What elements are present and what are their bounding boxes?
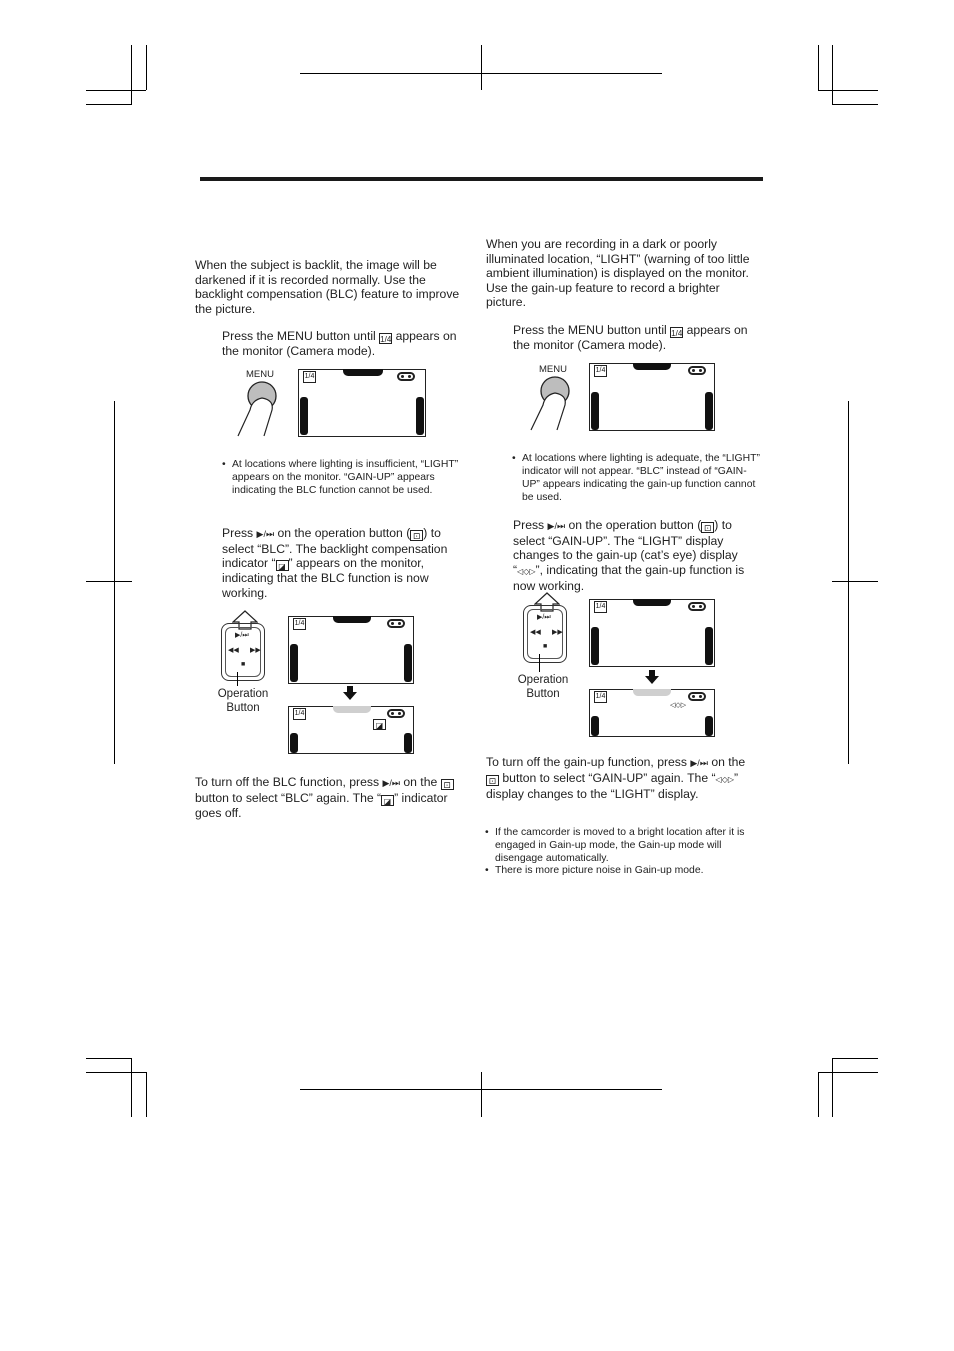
blc-intro: When the subject is backlit, the image will be darkened if it is recorded normally. Use the backlight compensation (BLC) feature to improve the picture. — [195, 258, 460, 316]
indicator-black — [343, 369, 383, 376]
battery-icon — [688, 366, 706, 375]
camera-mode-icon: 1/4 — [303, 371, 316, 383]
blc-note: • At locations where lighting is insufficient, “LIGHT” appears on the monitor. “GAIN-UP” appears indicating the BLC function cannot be used. — [222, 458, 462, 497]
callout-line — [539, 654, 540, 672]
indicator-black — [333, 616, 371, 623]
play-skip-icon: ▶/⏭ — [382, 778, 400, 788]
fast-forward-icon: ▶▶ — [250, 647, 261, 654]
monitor-display-3 — [589, 689, 715, 737]
blc-indicator-icon: ◪ — [373, 719, 386, 730]
operation-button-icon: ⚀ — [441, 779, 454, 790]
gainup-step2: Press ▶/⏭ on the operation button ( ⚀ ) to select “GAIN-UP”. The “LIGHT” display changes to the gain-up (cat’s eye) display “◁◇▷”, indicating that the gain-up function is now working. — [513, 518, 745, 594]
callout-line — [237, 672, 238, 686]
frame-edge-left — [591, 392, 599, 430]
play-skip-icon: ▶/⏭ — [547, 521, 566, 531]
menu-label: MENU — [539, 364, 567, 375]
frame-edge-left — [591, 627, 599, 665]
blc-indicator-icon: ◪ — [381, 795, 394, 806]
header-rule — [200, 177, 763, 181]
finger-press-icon — [230, 366, 290, 438]
play-skip-icon: ▶/⏭ — [256, 529, 275, 539]
frame-edge-right — [705, 392, 713, 430]
camera-mode-icon: 1/4 — [293, 618, 306, 630]
down-arrow-icon — [645, 670, 659, 684]
camera-mode-icon: 1/4 — [380, 335, 392, 344]
stop-icon: ■ — [241, 661, 246, 668]
play-skip-icon: ▶/⏭ — [537, 614, 551, 621]
frame-edge-left — [290, 644, 298, 682]
operation-button-icon: ⚀ — [701, 522, 714, 533]
camera-mode-icon: 1/4 — [594, 691, 607, 703]
frame-edge-right — [416, 397, 424, 435]
blc-step2: Press ▶/⏭ on the operation button ( ⚀ ) to select “BLC”. The backlight compensation indicator “ ◪ ” appears on the monitor, indicating that the BLC function is now working. — [222, 526, 448, 600]
finger-press-icon — [521, 360, 581, 432]
menu-button-illustration — [521, 360, 581, 432]
frame-edge-left — [300, 397, 308, 435]
indicator-black — [633, 363, 671, 370]
operation-button[interactable] — [523, 605, 567, 663]
monitor-display-3 — [288, 706, 414, 754]
rewind-icon: ◀◀ — [530, 629, 541, 636]
cats-eye-icon: ◁◇▷ — [715, 774, 735, 784]
gainup-off: To turn off the gain-up function, press ▶/⏭ on the ⚀ button to select “GAIN-UP” again. The “◁◇▷” display changes to the “LIGHT” display. — [486, 755, 746, 802]
play-skip-icon: ▶/⏭ — [690, 758, 708, 768]
rewind-icon: ◀◀ — [228, 647, 239, 654]
gainup-step1: Press the MENU button until 1/4 appears on the monitor (Camera mode). — [513, 323, 748, 352]
monitor-display-1 — [298, 369, 426, 437]
gainup-note-1: • If the camcorder is moved to a bright location after it is engaged in Gain-up mode, the Gain-up mode will disengage automatically. — [485, 826, 770, 865]
gainup-note: • At locations where lighting is adequate, the “LIGHT” indicator will not appear. “BLC” instead of “GAIN-UP” appears indicating the gain-up function cannot be used. — [512, 452, 762, 504]
frame-edge-left — [591, 716, 599, 736]
frame-edge-right — [404, 644, 412, 682]
monitor-display-1 — [589, 363, 715, 431]
frame-edge-left — [290, 733, 298, 753]
camera-mode-icon: 1/4 — [594, 365, 607, 377]
blc-indicator-icon: ◪ — [276, 560, 289, 571]
monitor-display-2 — [288, 616, 414, 684]
cats-eye-icon: ◁◇▷ — [670, 702, 687, 709]
menu-button-illustration — [230, 366, 290, 438]
gainup-intro: When you are recording in a dark or poorly illuminated location, “LIGHT” (warning of too little ambient illumination) is displayed on the monitor. Use the gain-up feature to record a brighter picture. — [486, 237, 750, 310]
frame-edge-right — [705, 716, 713, 736]
stop-icon: ■ — [543, 643, 548, 650]
operation-button-icon: ⚀ — [486, 775, 499, 786]
battery-icon — [387, 709, 405, 718]
blc-step1: Press the MENU button until 1/4 appears on the monitor (Camera mode). — [222, 329, 457, 358]
blc-off: To turn off the BLC function, press ▶/⏭ on the ⚀ button to select “BLC” again. The “ ◪ ” indicator goes off. — [195, 775, 460, 820]
down-arrow-icon — [343, 686, 357, 700]
battery-icon — [688, 602, 706, 611]
indicator-grey — [333, 706, 371, 713]
indicator-grey — [633, 689, 671, 696]
indicator-black — [633, 599, 671, 606]
operation-button-caption: Operation Button — [517, 674, 569, 700]
camera-mode-icon: 1/4 — [594, 601, 607, 613]
camera-mode-icon: 1/4 — [293, 708, 306, 720]
operation-button-caption: Operation Button — [217, 688, 269, 714]
operation-button-icon: ⚀ — [410, 530, 423, 541]
play-skip-icon: ▶/⏭ — [235, 632, 249, 639]
cats-eye-icon: ◁◇▷ — [517, 566, 536, 576]
fast-forward-icon: ▶▶ — [552, 629, 563, 636]
battery-icon — [688, 692, 706, 701]
operation-button[interactable] — [221, 623, 265, 681]
frame-edge-right — [705, 627, 713, 665]
battery-icon — [387, 619, 405, 628]
battery-icon — [397, 372, 415, 381]
monitor-display-2 — [589, 599, 715, 667]
camera-mode-icon: 1/4 — [671, 329, 683, 338]
gainup-note-2: • There is more picture noise in Gain-up mode. — [485, 864, 770, 877]
frame-edge-right — [404, 733, 412, 753]
menu-label: MENU — [246, 369, 274, 380]
